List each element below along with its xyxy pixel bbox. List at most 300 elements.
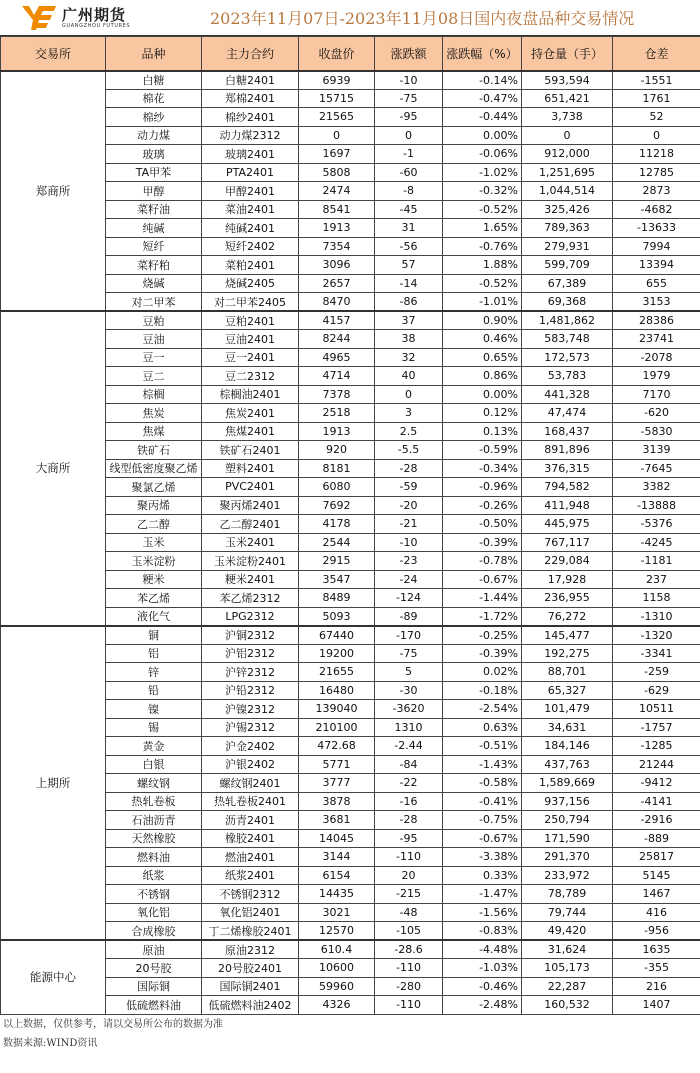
change-cell: -95	[375, 829, 443, 848]
oi-change-cell: 3139	[613, 441, 700, 460]
close-price-cell: 2518	[299, 404, 375, 423]
table-row	[1, 589, 700, 608]
exchange-cell: 能源中心	[1, 940, 106, 1014]
open-interest-cell: 651,421	[522, 89, 613, 108]
oi-change-cell: -13888	[613, 496, 700, 515]
close-price-cell: 472.68	[299, 737, 375, 756]
variety-cell: 锡	[106, 718, 202, 737]
oi-change-cell: 21244	[613, 755, 700, 774]
close-price-cell: 19200	[299, 644, 375, 663]
logo-chinese-name: 广州期货	[62, 5, 127, 24]
variety-cell: 苯乙烯	[106, 589, 202, 608]
oi-change-cell: 3382	[613, 478, 700, 497]
close-price-cell: 21655	[299, 663, 375, 682]
close-price-cell: 6939	[299, 71, 375, 90]
change-pct-cell: -0.06%	[443, 145, 522, 164]
page-title: 2023年11月07日-2023年11月08日国内夜盘品种交易情况	[210, 9, 635, 28]
main-contract-cell: 烧碱2405	[202, 274, 299, 293]
open-interest-cell: 767,117	[522, 533, 613, 552]
change-pct-cell: -0.34%	[443, 459, 522, 478]
open-interest-cell: 101,479	[522, 700, 613, 719]
change-cell: 32	[375, 348, 443, 367]
close-price-cell: 12570	[299, 922, 375, 941]
open-interest-cell: 3,738	[522, 108, 613, 127]
main-contract-cell: 郑棉2401	[202, 89, 299, 108]
change-pct-cell: -1.44%	[443, 589, 522, 608]
change-pct-cell: -1.56%	[443, 903, 522, 922]
main-contract-cell: 沪锡2312	[202, 718, 299, 737]
close-price-cell: 16480	[299, 681, 375, 700]
main-contract-cell: 焦炭2401	[202, 404, 299, 423]
open-interest-cell: 0	[522, 126, 613, 145]
oi-change-cell: -629	[613, 681, 700, 700]
variety-cell: 棉纱	[106, 108, 202, 127]
oi-change-cell: -2078	[613, 348, 700, 367]
change-cell: -75	[375, 89, 443, 108]
open-interest-cell: 79,744	[522, 903, 613, 922]
main-contract-cell: 热轧卷板2401	[202, 792, 299, 811]
table-row	[1, 330, 700, 349]
change-cell: 31	[375, 219, 443, 238]
variety-cell: 菜籽油	[106, 200, 202, 219]
open-interest-cell: 47,474	[522, 404, 613, 423]
oi-change-cell: 7170	[613, 385, 700, 404]
change-cell: -75	[375, 644, 443, 663]
oi-change-cell: 237	[613, 570, 700, 589]
change-pct-cell: -1.72%	[443, 607, 522, 626]
open-interest-cell: 891,896	[522, 441, 613, 460]
open-interest-cell: 279,931	[522, 237, 613, 256]
oi-change-cell: 416	[613, 903, 700, 922]
change-cell: 38	[375, 330, 443, 349]
table-row	[1, 681, 700, 700]
oi-change-cell: -1757	[613, 718, 700, 737]
main-contract-cell: 焦煤2401	[202, 422, 299, 441]
main-contract-cell: 国际铜2401	[202, 977, 299, 996]
main-contract-cell: 20号胶2401	[202, 959, 299, 978]
table-row	[1, 811, 700, 830]
close-price-cell: 2474	[299, 182, 375, 201]
change-pct-cell: -0.52%	[443, 274, 522, 293]
change-pct-cell: -2.54%	[443, 700, 522, 719]
main-contract-cell: PTA2401	[202, 163, 299, 182]
change-pct-cell: 0.13%	[443, 422, 522, 441]
close-price-cell: 4157	[299, 311, 375, 330]
change-pct-cell: 0.12%	[443, 404, 522, 423]
change-pct-cell: -1.47%	[443, 885, 522, 904]
table-row	[1, 515, 700, 534]
col-header-close-price: 收盘价	[299, 37, 375, 71]
change-cell: -95	[375, 108, 443, 127]
close-price-cell: 210100	[299, 718, 375, 737]
main-contract-cell: 螺纹钢2401	[202, 774, 299, 793]
open-interest-cell: 17,928	[522, 570, 613, 589]
main-contract-cell: 豆二2312	[202, 367, 299, 386]
col-header-main-contract: 主力合约	[202, 37, 299, 71]
footer	[0, 1015, 700, 1053]
open-interest-cell: 168,437	[522, 422, 613, 441]
change-pct-cell: -1.02%	[443, 163, 522, 182]
change-pct-cell: 0.02%	[443, 663, 522, 682]
variety-cell: 玉米	[106, 533, 202, 552]
close-price-cell: 4178	[299, 515, 375, 534]
oi-change-cell: 655	[613, 274, 700, 293]
oi-change-cell: 25817	[613, 848, 700, 867]
change-cell: 5	[375, 663, 443, 682]
open-interest-cell: 184,146	[522, 737, 613, 756]
open-interest-cell: 145,477	[522, 626, 613, 645]
open-interest-cell: 593,594	[522, 71, 613, 90]
main-contract-cell: 沥青2401	[202, 811, 299, 830]
oi-change-cell: -4682	[613, 200, 700, 219]
main-contract-cell: 纸浆2401	[202, 866, 299, 885]
table-row	[1, 718, 700, 737]
change-cell: 40	[375, 367, 443, 386]
close-price-cell: 8541	[299, 200, 375, 219]
open-interest-cell: 65,327	[522, 681, 613, 700]
main-contract-cell: 玻璃2401	[202, 145, 299, 164]
close-price-cell: 3681	[299, 811, 375, 830]
oi-change-cell: -1181	[613, 552, 700, 571]
oi-change-cell: -620	[613, 404, 700, 423]
col-header-oi-change: 仓差	[613, 37, 700, 71]
variety-cell: 铝	[106, 644, 202, 663]
close-price-cell: 3777	[299, 774, 375, 793]
change-pct-cell: -0.50%	[443, 515, 522, 534]
close-price-cell: 14435	[299, 885, 375, 904]
close-price-cell: 67440	[299, 626, 375, 645]
close-price-cell: 139040	[299, 700, 375, 719]
table-row	[1, 441, 700, 460]
main-contract-cell: 粳米2401	[202, 570, 299, 589]
oi-change-cell: 13394	[613, 256, 700, 275]
change-pct-cell: -2.48%	[443, 996, 522, 1015]
change-cell: -59	[375, 478, 443, 497]
oi-change-cell: -889	[613, 829, 700, 848]
table-row	[1, 903, 700, 922]
variety-cell: 聚氯乙烯	[106, 478, 202, 497]
variety-cell: 玻璃	[106, 145, 202, 164]
change-cell: -280	[375, 977, 443, 996]
variety-cell: 粳米	[106, 570, 202, 589]
oi-change-cell: 1979	[613, 367, 700, 386]
change-cell: -21	[375, 515, 443, 534]
table-header-row	[1, 37, 700, 71]
oi-change-cell: 7994	[613, 237, 700, 256]
open-interest-cell: 912,000	[522, 145, 613, 164]
open-interest-cell: 376,315	[522, 459, 613, 478]
change-cell: -28	[375, 811, 443, 830]
close-price-cell: 5093	[299, 607, 375, 626]
open-interest-cell: 411,948	[522, 496, 613, 515]
open-interest-cell: 160,532	[522, 996, 613, 1015]
change-pct-cell: -0.75%	[443, 811, 522, 830]
table-row	[1, 626, 700, 645]
table-row	[1, 755, 700, 774]
oi-change-cell: 1761	[613, 89, 700, 108]
open-interest-cell: 789,363	[522, 219, 613, 238]
change-cell: 2.5	[375, 422, 443, 441]
table-row	[1, 89, 700, 108]
table-row	[1, 737, 700, 756]
open-interest-cell: 583,748	[522, 330, 613, 349]
change-cell: -3620	[375, 700, 443, 719]
oi-change-cell: -3341	[613, 644, 700, 663]
table-row	[1, 182, 700, 201]
variety-cell: 石油沥青	[106, 811, 202, 830]
change-cell: -48	[375, 903, 443, 922]
change-pct-cell: 0.00%	[443, 126, 522, 145]
table-row	[1, 959, 700, 978]
table-row	[1, 348, 700, 367]
main-contract-cell: 乙二醇2401	[202, 515, 299, 534]
table-row	[1, 663, 700, 682]
change-pct-cell: -1.43%	[443, 755, 522, 774]
change-pct-cell: 0.86%	[443, 367, 522, 386]
main-contract-cell: 对二甲苯2405	[202, 293, 299, 312]
change-pct-cell: -0.18%	[443, 681, 522, 700]
close-price-cell: 5771	[299, 755, 375, 774]
main-contract-cell: 沪铝2312	[202, 644, 299, 663]
close-price-cell: 4326	[299, 996, 375, 1015]
change-pct-cell: -0.39%	[443, 644, 522, 663]
change-cell: -5.5	[375, 441, 443, 460]
variety-cell: 白糖	[106, 71, 202, 90]
change-cell: -30	[375, 681, 443, 700]
oi-change-cell: 52	[613, 108, 700, 127]
change-pct-cell: 1.65%	[443, 219, 522, 238]
change-pct-cell: -0.59%	[443, 441, 522, 460]
main-contract-cell: PVC2401	[202, 478, 299, 497]
open-interest-cell: 441,328	[522, 385, 613, 404]
close-price-cell: 4965	[299, 348, 375, 367]
variety-cell: 聚丙烯	[106, 496, 202, 515]
change-pct-cell: -0.14%	[443, 71, 522, 90]
change-cell: -170	[375, 626, 443, 645]
oi-change-cell: -4141	[613, 792, 700, 811]
variety-cell: 铜	[106, 626, 202, 645]
variety-cell: 20号胶	[106, 959, 202, 978]
change-pct-cell: 0.46%	[443, 330, 522, 349]
variety-cell: 白银	[106, 755, 202, 774]
open-interest-cell: 291,370	[522, 848, 613, 867]
oi-change-cell: -7645	[613, 459, 700, 478]
open-interest-cell: 88,701	[522, 663, 613, 682]
change-pct-cell: 0.33%	[443, 866, 522, 885]
change-pct-cell: 0.00%	[443, 385, 522, 404]
variety-cell: 豆粕	[106, 311, 202, 330]
change-cell: -60	[375, 163, 443, 182]
change-pct-cell: -0.39%	[443, 533, 522, 552]
disclaimer-text: 以上数据，仅供参考，请以交易所公布的数据为准	[3, 1018, 223, 1030]
main-contract-cell: 氧化铝2401	[202, 903, 299, 922]
table-row	[1, 459, 700, 478]
change-cell: -45	[375, 200, 443, 219]
oi-change-cell: 28386	[613, 311, 700, 330]
close-price-cell: 2915	[299, 552, 375, 571]
table-row	[1, 256, 700, 275]
change-cell: -105	[375, 922, 443, 941]
close-price-cell: 5808	[299, 163, 375, 182]
main-contract-cell: 苯乙烯2312	[202, 589, 299, 608]
change-pct-cell: -1.01%	[443, 293, 522, 312]
table-row	[1, 570, 700, 589]
oi-change-cell: 1158	[613, 589, 700, 608]
table-row	[1, 145, 700, 164]
oi-change-cell: 23741	[613, 330, 700, 349]
close-price-cell: 7378	[299, 385, 375, 404]
close-price-cell: 6154	[299, 866, 375, 885]
main-contract-cell: 铁矿石2401	[202, 441, 299, 460]
table-row	[1, 866, 700, 885]
table-row	[1, 108, 700, 127]
oi-change-cell: -4245	[613, 533, 700, 552]
table-row	[1, 478, 700, 497]
variety-cell: 锌	[106, 663, 202, 682]
open-interest-cell: 445,975	[522, 515, 613, 534]
main-contract-cell: 低硫燃料油2402	[202, 996, 299, 1015]
oi-change-cell: 0	[613, 126, 700, 145]
change-cell: -28.6	[375, 940, 443, 959]
logo-english-name: GUANGZHOU FUTURES	[62, 22, 131, 29]
table-row	[1, 311, 700, 330]
change-cell: -22	[375, 774, 443, 793]
change-cell: -84	[375, 755, 443, 774]
variety-cell: 短纤	[106, 237, 202, 256]
change-cell: 3	[375, 404, 443, 423]
close-price-cell: 1697	[299, 145, 375, 164]
open-interest-cell: 233,972	[522, 866, 613, 885]
change-pct-cell: -0.25%	[443, 626, 522, 645]
oi-change-cell: -2916	[613, 811, 700, 830]
change-cell: 1310	[375, 718, 443, 737]
variety-cell: 低硫燃料油	[106, 996, 202, 1015]
open-interest-cell: 1,481,862	[522, 311, 613, 330]
change-cell: 0	[375, 385, 443, 404]
change-cell: -110	[375, 848, 443, 867]
change-cell: -10	[375, 71, 443, 90]
open-interest-cell: 236,955	[522, 589, 613, 608]
main-contract-cell: 豆油2401	[202, 330, 299, 349]
oi-change-cell: -956	[613, 922, 700, 941]
variety-cell: 焦煤	[106, 422, 202, 441]
variety-cell: 不锈钢	[106, 885, 202, 904]
exchange-cell: 大商所	[1, 311, 106, 626]
variety-cell: 天然橡胶	[106, 829, 202, 848]
close-price-cell: 920	[299, 441, 375, 460]
change-cell: -215	[375, 885, 443, 904]
col-header-variety: 品种	[106, 37, 202, 71]
night-session-table	[0, 36, 700, 1015]
table-row	[1, 792, 700, 811]
variety-cell: 氧化铝	[106, 903, 202, 922]
oi-change-cell: 1635	[613, 940, 700, 959]
close-price-cell: 8244	[299, 330, 375, 349]
table-row	[1, 200, 700, 219]
variety-cell: 豆二	[106, 367, 202, 386]
variety-cell: TA甲苯	[106, 163, 202, 182]
table-row	[1, 644, 700, 663]
open-interest-cell: 794,582	[522, 478, 613, 497]
change-pct-cell: -0.32%	[443, 182, 522, 201]
table-row	[1, 774, 700, 793]
change-cell: -2.44	[375, 737, 443, 756]
variety-cell: 原油	[106, 940, 202, 959]
main-contract-cell: 纯碱2401	[202, 219, 299, 238]
table-row	[1, 496, 700, 515]
open-interest-cell: 192,275	[522, 644, 613, 663]
close-price-cell: 21565	[299, 108, 375, 127]
close-price-cell: 8489	[299, 589, 375, 608]
change-pct-cell: -0.67%	[443, 829, 522, 848]
close-price-cell: 3144	[299, 848, 375, 867]
open-interest-cell: 22,287	[522, 977, 613, 996]
main-contract-cell: 沪铅2312	[202, 681, 299, 700]
oi-change-cell: -5830	[613, 422, 700, 441]
oi-change-cell: -5376	[613, 515, 700, 534]
change-cell: -28	[375, 459, 443, 478]
variety-cell: 国际铜	[106, 977, 202, 996]
main-contract-cell: 橡胶2401	[202, 829, 299, 848]
variety-cell: 线型低密度聚乙烯	[106, 459, 202, 478]
main-contract-cell: 甲醇2401	[202, 182, 299, 201]
open-interest-cell: 172,573	[522, 348, 613, 367]
close-price-cell: 4714	[299, 367, 375, 386]
main-contract-cell: 豆粕2401	[202, 311, 299, 330]
change-cell: -23	[375, 552, 443, 571]
table-row	[1, 885, 700, 904]
oi-change-cell: -1320	[613, 626, 700, 645]
title-bar	[0, 0, 700, 36]
change-pct-cell: -1.03%	[443, 959, 522, 978]
close-price-cell: 1913	[299, 219, 375, 238]
variety-cell: 甲醇	[106, 182, 202, 201]
col-header-change: 涨跌额	[375, 37, 443, 71]
change-cell: 57	[375, 256, 443, 275]
open-interest-cell: 53,783	[522, 367, 613, 386]
table-row	[1, 422, 700, 441]
variety-cell: 燃料油	[106, 848, 202, 867]
change-pct-cell: -4.48%	[443, 940, 522, 959]
table-row	[1, 71, 700, 90]
variety-cell: 棉花	[106, 89, 202, 108]
variety-cell: 菜籽粕	[106, 256, 202, 275]
oi-change-cell: -259	[613, 663, 700, 682]
close-price-cell: 14045	[299, 829, 375, 848]
table-row	[1, 829, 700, 848]
oi-change-cell: -1551	[613, 71, 700, 90]
main-contract-cell: 棕榈油2401	[202, 385, 299, 404]
open-interest-cell: 325,426	[522, 200, 613, 219]
change-cell: 20	[375, 866, 443, 885]
open-interest-cell: 105,173	[522, 959, 613, 978]
oi-change-cell: 12785	[613, 163, 700, 182]
change-pct-cell: 0.90%	[443, 311, 522, 330]
variety-cell: 铅	[106, 681, 202, 700]
change-pct-cell: -0.76%	[443, 237, 522, 256]
open-interest-cell: 437,763	[522, 755, 613, 774]
table-row	[1, 977, 700, 996]
table-row	[1, 700, 700, 719]
main-contract-cell: 菜粕2401	[202, 256, 299, 275]
table-body	[1, 71, 700, 1015]
change-pct-cell: -0.47%	[443, 89, 522, 108]
change-cell: -20	[375, 496, 443, 515]
open-interest-cell: 171,590	[522, 829, 613, 848]
oi-change-cell: 216	[613, 977, 700, 996]
open-interest-cell: 937,156	[522, 792, 613, 811]
close-price-cell: 2544	[299, 533, 375, 552]
